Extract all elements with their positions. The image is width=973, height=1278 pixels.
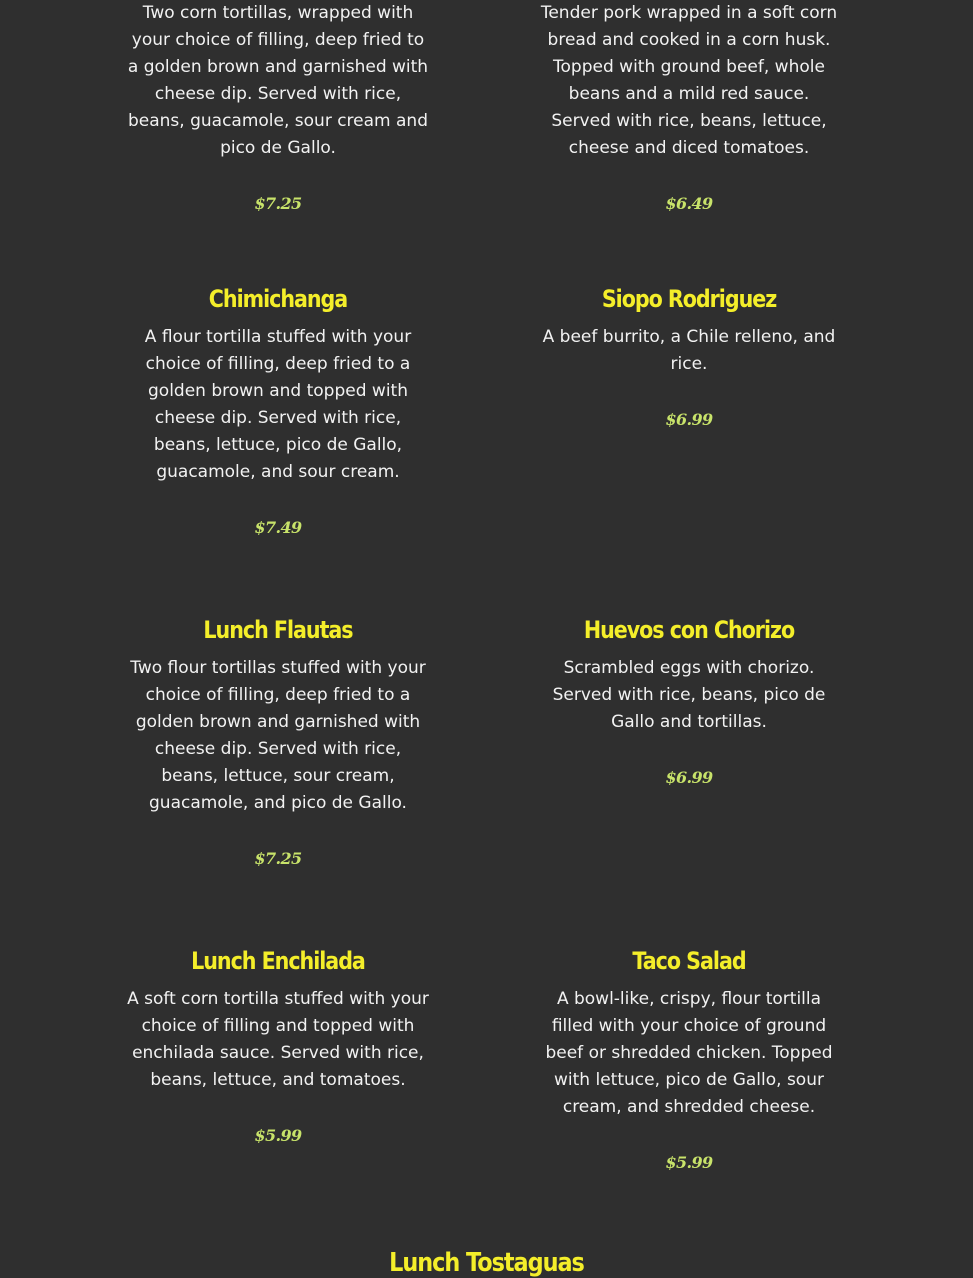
menu-item-price: $6.99	[665, 768, 713, 787]
menu-item-siopo-rodriguez	[534, 284, 844, 430]
menu-item-description: Two corn tortillas, wrapped with your choice of filling, deep fried to a golden brown and garnished with cheese dip. Served with rice, beans, guacamole, sour cream and pico de Gallo.	[127, 3, 429, 158]
menu-item-chimichanga	[123, 284, 433, 538]
menu-item-title: Chimichanga	[208, 285, 348, 313]
menu-item-huevos-con-chorizo	[534, 615, 844, 788]
menu-item-lunch-flautas	[123, 615, 433, 869]
menu-item-title: Siopo Rodriguez	[601, 285, 777, 313]
menu-item-lunch-enchilada	[123, 946, 433, 1146]
menu-item-description: A beef burrito, a Chile relleno, and rice.	[542, 327, 836, 374]
section-heading-next: Lunch Tostaguas	[389, 1248, 584, 1278]
menu-item-taco-salad	[534, 946, 844, 1173]
menu-item-description: A flour tortilla stuffed with your choice of filling, deep fried to a golden brown and topped with cheese dip. Served with rice, beans, lettuce, pico de Gallo, guacamole, and sour cream.	[144, 327, 412, 482]
menu-item-description: A bowl-like, crispy, flour tortilla filled with your choice of ground beef or shredded chicken. Topped with lettuce, pico de Gallo, sour cream, and shredded cheese.	[545, 989, 833, 1117]
menu-item-price: $7.49	[254, 518, 302, 537]
menu-item-description: Two flour tortillas stuffed with your choice of filling, deep fried to a golden brown and garnished with cheese dip. Served with rice, beans, lettuce, sour cream, guacamole, and pico de Gallo.	[130, 658, 426, 813]
menu-item-price: $7.25	[254, 849, 302, 868]
menu-item-description: A soft corn tortilla stuffed with your choice of filling and topped with enchilada sauce. Served with rice, beans, lettuce, and tomatoes.	[127, 989, 429, 1090]
menu-item-title: Huevos con Chorizo	[583, 616, 795, 644]
menu-item-taquitos	[123, 0, 433, 214]
menu-item-price: $7.25	[254, 194, 302, 213]
menu-item-title: Taco Salad	[632, 947, 746, 975]
menu-item-price: $5.99	[665, 1153, 713, 1172]
menu-item-description: Scrambled eggs with chorizo. Served with rice, beans, pico de Gallo and tortillas.	[552, 658, 826, 732]
menu-item-price: $6.99	[665, 410, 713, 429]
menu-item-description: Tender pork wrapped in a soft corn bread and cooked in a corn husk. Topped with ground beef, whole beans and a mild red sauce. Served with rice, beans, lettuce, cheese and diced tomatoes.	[540, 3, 838, 158]
menu-item-tamale	[534, 0, 844, 214]
menu-item-title: Lunch Enchilada	[191, 947, 365, 975]
menu-item-price: $5.99	[254, 1126, 302, 1145]
menu-item-title: Lunch Flautas	[203, 616, 353, 644]
menu-item-price: $6.49	[665, 194, 713, 213]
